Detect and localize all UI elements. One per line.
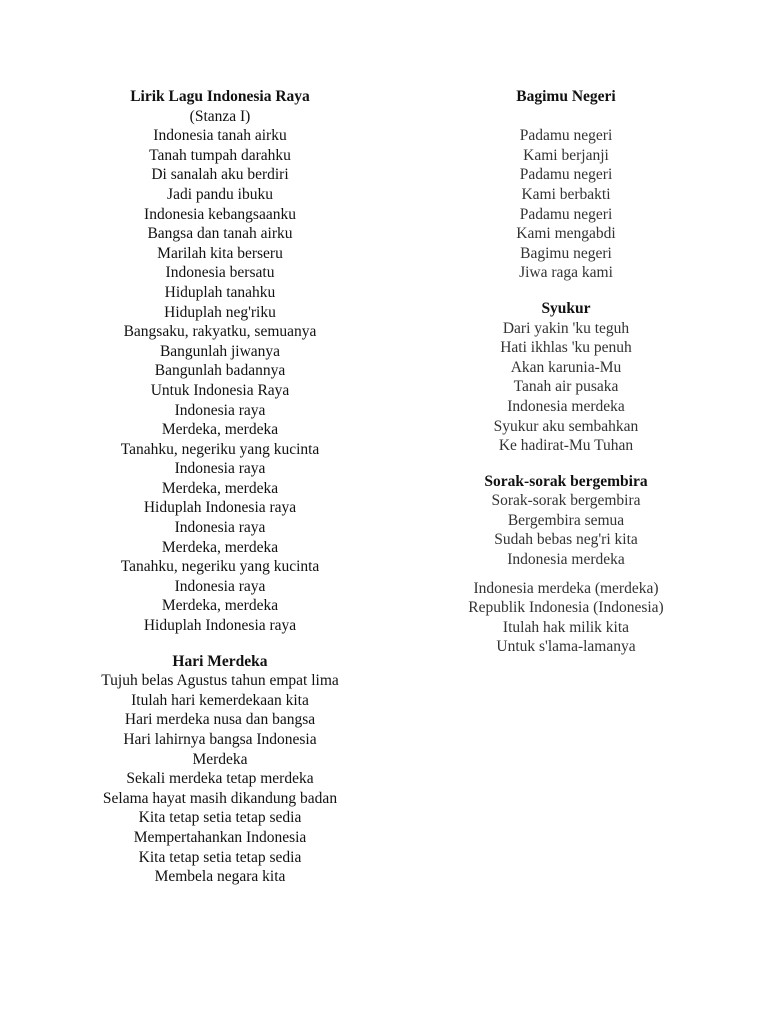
lyric-line: Indonesia bersatu	[165, 264, 275, 282]
lyric-line: Tanah tumpah darahku	[149, 146, 291, 164]
song-title: Lirik Lagu Indonesia Raya	[130, 88, 310, 105]
lyric-line: Akan karunia-Mu	[510, 358, 622, 376]
lyrics	[440, 126, 692, 283]
lyrics	[70, 107, 370, 636]
lyric-line: Tanahku, negeriku yang kucinta	[120, 440, 320, 458]
right-column	[440, 87, 692, 657]
lyric-line: Kami mengabdi	[516, 225, 616, 243]
lyric-line: Itulah hari kemerdekaan kita	[131, 691, 309, 709]
lyric-line: Tujuh belas Agustus tahun empat lima	[101, 672, 339, 690]
lyric-line: Bangsa dan tanah airku	[147, 225, 293, 243]
lyric-line: Hiduplah Indonesia raya	[143, 499, 297, 517]
lyric-line: Merdeka, merdeka	[161, 538, 279, 556]
lyric-line: Itulah hak milik kita	[502, 618, 630, 636]
lyric-line: Selama hayat masih dikandung badan	[102, 789, 338, 807]
lyric-line: Indonesia tanah airku	[153, 127, 287, 145]
lyric-line: Indonesia raya	[174, 577, 266, 595]
song-bagimu-negeri	[440, 87, 692, 283]
lyric-line: Bangsaku, rakyatku, semuanya	[123, 323, 317, 341]
song-title: Syukur	[541, 299, 591, 317]
lyric-line: Indonesia merdeka	[507, 551, 625, 569]
lyrics	[440, 491, 692, 569]
lyric-line: Bergembira semua	[507, 511, 625, 529]
lyric-line: Sudah bebas neg'ri kita	[494, 531, 638, 549]
lyric-line: Merdeka, merdeka	[161, 479, 279, 497]
lyrics	[440, 579, 692, 657]
title-spacer	[440, 107, 692, 127]
lyrics	[70, 671, 370, 887]
song-hari-merdeka	[70, 652, 370, 887]
lyric-line: Bangunlah jiwanya	[159, 342, 281, 360]
song-sorak-sorak	[440, 472, 692, 570]
lyric-line: Hiduplah neg'riku	[164, 303, 276, 321]
lyric-line: Bangunlah badannya	[154, 362, 286, 380]
lyric-line: Sorak-sorak bergembira	[491, 492, 641, 510]
lyric-line: Mempertahankan Indonesia	[133, 828, 307, 846]
song-title: Sorak-sorak bergembira	[484, 472, 648, 490]
lyric-line: Dari yakin 'ku teguh	[502, 319, 630, 337]
lyric-line: Jadi pandu ibuku	[167, 185, 273, 203]
lyric-line: Marilah kita berseru	[157, 244, 283, 262]
lyric-line: Merdeka, merdeka	[161, 597, 279, 615]
lyric-line: Sekali merdeka tetap merdeka	[126, 770, 314, 788]
lyric-line: Hiduplah tanahku	[164, 283, 276, 301]
song-syukur	[440, 299, 692, 456]
song-title: Hari Merdeka	[172, 652, 268, 670]
lyric-line: Merdeka, merdeka	[161, 421, 279, 439]
lyric-line: Indonesia kebangsaanku	[144, 205, 296, 223]
lyric-line: Tanah air pusaka	[513, 378, 619, 396]
lyric-line: Kami berbakti	[521, 185, 611, 203]
lyric-line: Membela negara kita	[154, 868, 286, 886]
lyric-line: Kami berjanji	[523, 146, 609, 164]
lyric-line: Merdeka	[192, 750, 248, 768]
lyric-line: Hari lahirnya bangsa Indonesia	[123, 731, 317, 748]
left-column	[70, 87, 370, 887]
lyric-line: Hiduplah Indonesia raya	[143, 617, 297, 635]
lyric-line: Kita tetap setia tetap sedia	[138, 848, 302, 866]
lyric-line: Indonesia raya	[174, 519, 266, 537]
lyric-line: Indonesia merdeka	[507, 397, 625, 415]
lyric-line: Kita tetap setia tetap sedia	[138, 809, 302, 827]
lyric-line: Ke hadirat-Mu Tuhan	[498, 437, 634, 455]
lyric-line: Hati ikhlas 'ku penuh	[500, 339, 632, 357]
lyric-line: Padamu negeri	[519, 127, 613, 145]
lyric-line: Bagimu negeri	[520, 244, 612, 262]
lyric-line: Republik Indonesia (Indonesia)	[468, 599, 664, 617]
lyric-line: Hari merdeka nusa dan bangsa	[124, 711, 316, 729]
lyric-line: Indonesia raya	[174, 401, 266, 419]
lyric-line: (Stanza I)	[189, 107, 251, 125]
lyric-line: Untuk s'lama-lamanya	[496, 638, 636, 656]
song-sorak-sorak-continued	[440, 579, 692, 657]
lyric-line: Tanahku, negeriku yang kucinta	[120, 558, 320, 576]
lyric-line: Untuk Indonesia Raya	[150, 381, 290, 399]
song-title: Bagimu Negeri	[516, 88, 616, 105]
lyric-line: Syukur aku sembahkan	[493, 417, 639, 435]
lyric-line: Padamu negeri	[519, 205, 613, 223]
lyric-line: Jiwa raga kami	[519, 264, 613, 282]
lyric-line: Indonesia raya	[174, 460, 266, 478]
lyric-line: Padamu negeri	[519, 166, 613, 184]
lyric-line: Indonesia merdeka (merdeka)	[473, 579, 659, 597]
lyrics	[440, 319, 692, 456]
lyric-line: Di sanalah aku berdiri	[151, 166, 289, 184]
song-indonesia-raya	[70, 87, 370, 636]
